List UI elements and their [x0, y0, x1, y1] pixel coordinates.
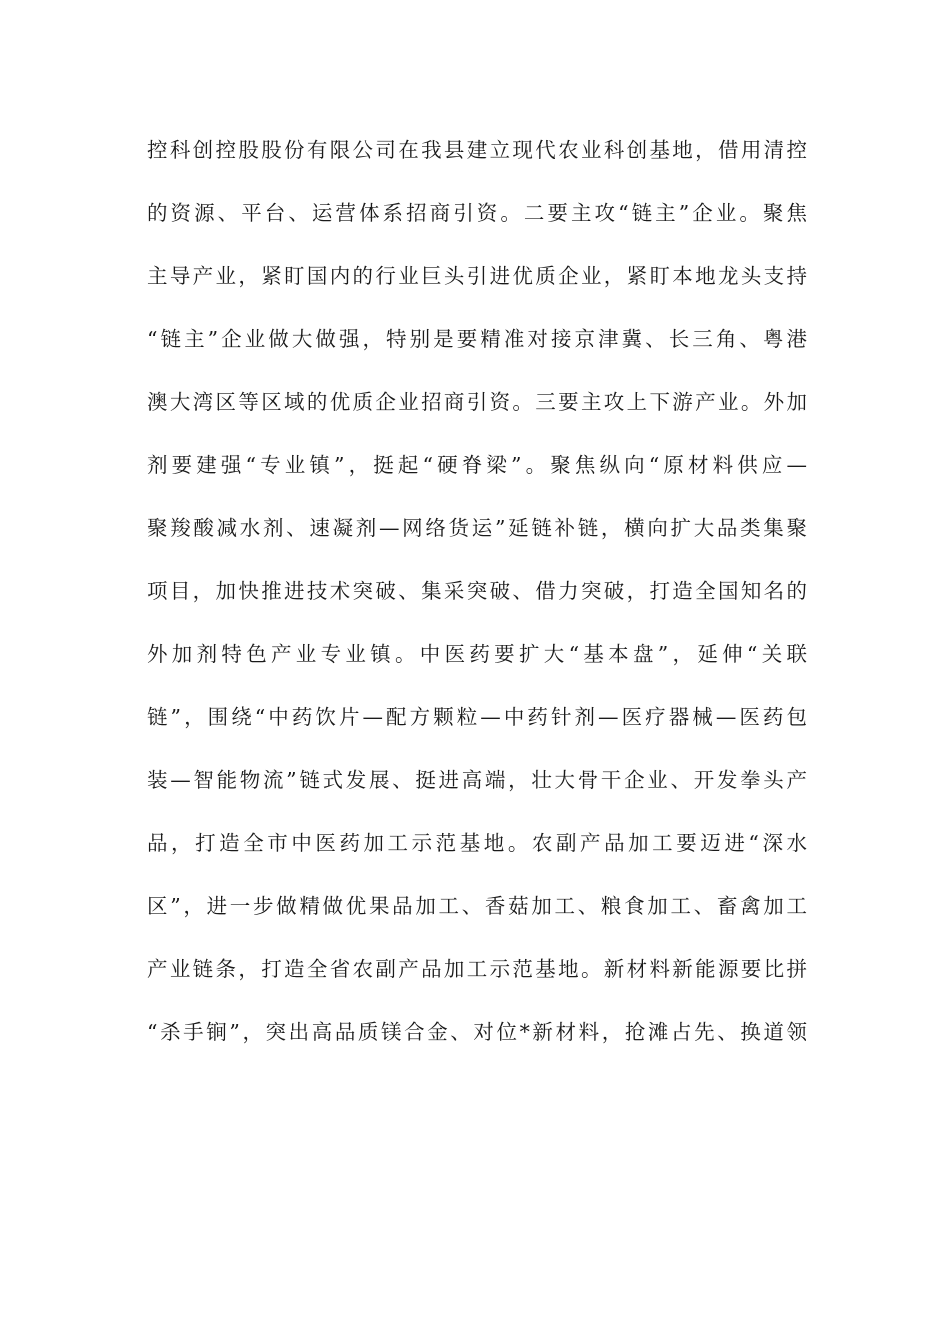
- body-paragraph: [147, 128, 807, 1073]
- text-line: 外加剂特色产业专业镇。中医药要扩大“基本盘”，延伸“关联: [147, 642, 807, 666]
- text-line: 装—智能物流”链式发展、挺进高端，壮大骨干企业、开发拳头产: [147, 768, 807, 792]
- text-line: 的资源、平台、运营体系招商引资。二要主攻“链主”企业。聚焦: [147, 201, 807, 225]
- text-line: 链”，围绕“中药饮片—配方颗粒—中药针剂—医疗器械—医药包: [147, 705, 807, 729]
- text-line: 产业链条，打造全省农副产品加工示范基地。新材料新能源要比拼: [147, 957, 807, 981]
- text-line: 控科创控股股份有限公司在我县建立现代农业科创基地，借用清控: [147, 138, 807, 162]
- text-line: 区”，进一步做精做优果品加工、香菇加工、粮食加工、畜禽加工: [147, 894, 807, 918]
- text-line: 主导产业，紧盯国内的行业巨头引进优质企业，紧盯本地龙头支持: [147, 264, 807, 288]
- text-line: “杀手锏”，突出高品质镁合金、对位*新材料，抢滩占先、换道领: [147, 1020, 807, 1044]
- text-line: 聚羧酸减水剂、速凝剂—网络货运”延链补链，横向扩大品类集聚: [147, 516, 807, 540]
- text-line: 澳大湾区等区域的优质企业招商引资。三要主攻上下游产业。外加: [147, 390, 807, 414]
- text-line: “链主”企业做大做强，特别是要精准对接京津冀、长三角、粤港: [147, 327, 807, 351]
- text-line: 项目，加快推进技术突破、集采突破、借力突破，打造全国知名的: [147, 579, 807, 603]
- text-line: 品，打造全市中医药加工示范基地。农副产品加工要迈进“深水: [147, 831, 807, 855]
- text-line: 剂要建强“专业镇”，挺起“硬脊梁”。聚焦纵向“原材料供应—: [147, 453, 807, 477]
